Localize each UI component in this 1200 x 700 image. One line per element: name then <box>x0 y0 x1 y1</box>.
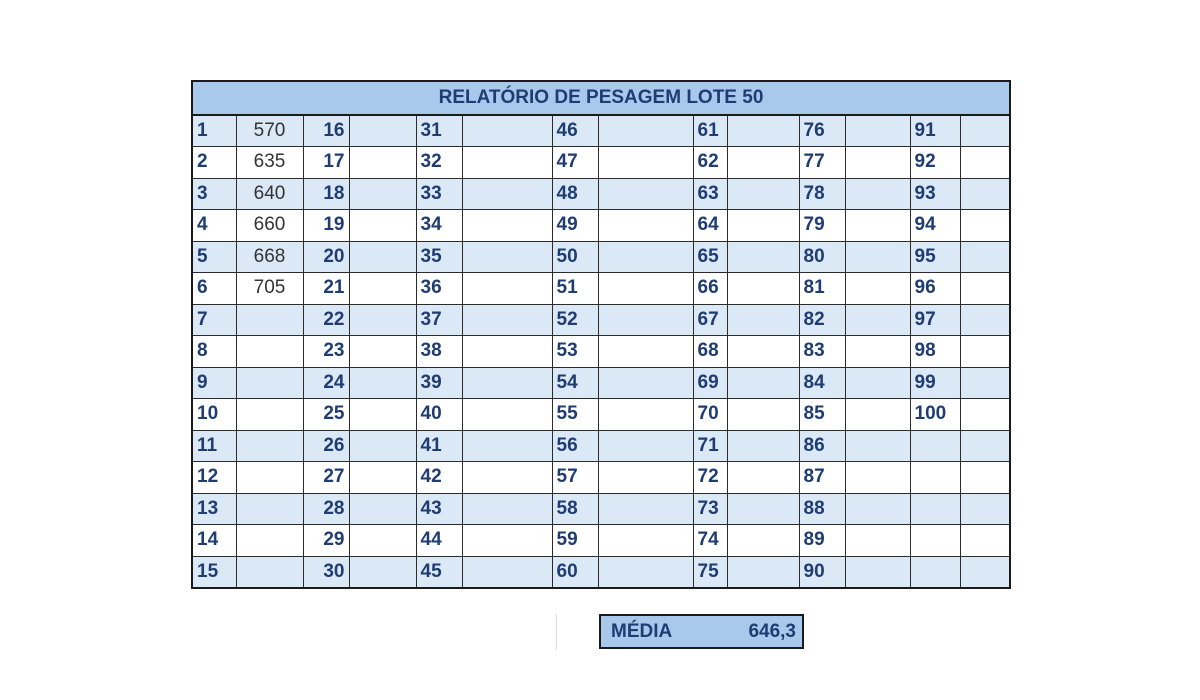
weight-cell[interactable] <box>462 147 552 179</box>
animal-number-cell: 84 <box>799 367 845 399</box>
animal-number-cell: 5 <box>192 241 236 273</box>
weight-cell[interactable] <box>349 241 416 273</box>
weight-cell[interactable] <box>598 556 693 588</box>
animal-number-cell: 61 <box>693 115 727 147</box>
weight-cell[interactable] <box>845 525 910 557</box>
weight-cell[interactable]: 668 <box>236 241 303 273</box>
animal-number-cell: 35 <box>416 241 462 273</box>
weight-cell[interactable] <box>349 399 416 431</box>
animal-number-cell: 30 <box>303 556 349 588</box>
animal-number-cell: 94 <box>910 210 960 242</box>
animal-number-cell: 55 <box>552 399 598 431</box>
average-label: MÉDIA <box>611 620 673 642</box>
animal-number-cell: 33 <box>416 178 462 210</box>
animal-number-cell: 27 <box>303 462 349 494</box>
weight-cell[interactable] <box>960 430 1010 462</box>
table-row <box>192 462 1010 494</box>
animal-number-cell: 7 <box>192 304 236 336</box>
weight-cell[interactable] <box>727 493 799 525</box>
animal-number-cell: 48 <box>552 178 598 210</box>
weight-cell[interactable] <box>236 367 303 399</box>
weight-cell[interactable] <box>462 241 552 273</box>
weight-cell[interactable] <box>349 556 416 588</box>
animal-number-cell: 15 <box>192 556 236 588</box>
weight-cell[interactable] <box>960 210 1010 242</box>
weight-cell[interactable] <box>727 367 799 399</box>
weight-cell[interactable] <box>598 525 693 557</box>
weight-cell[interactable] <box>845 178 910 210</box>
weight-cell[interactable] <box>462 178 552 210</box>
weight-cell[interactable] <box>349 178 416 210</box>
animal-number-cell: 92 <box>910 147 960 179</box>
animal-number-cell: 62 <box>693 147 727 179</box>
table-row <box>192 556 1010 588</box>
animal-number-cell: 68 <box>693 336 727 368</box>
weight-cell[interactable] <box>598 273 693 305</box>
animal-number-cell: 23 <box>303 336 349 368</box>
animal-number-cell: 77 <box>799 147 845 179</box>
animal-number-cell: 26 <box>303 430 349 462</box>
weight-cell[interactable]: 570 <box>236 115 303 147</box>
weight-cell[interactable] <box>960 115 1010 147</box>
table-row <box>192 336 1010 368</box>
weight-cell[interactable] <box>462 304 552 336</box>
weight-cell[interactable] <box>960 147 1010 179</box>
weight-cell[interactable] <box>845 273 910 305</box>
animal-number-cell: 59 <box>552 525 598 557</box>
table-row <box>192 525 1010 557</box>
animal-number-cell: 100 <box>910 399 960 431</box>
animal-number-cell: 13 <box>192 493 236 525</box>
weight-cell[interactable] <box>598 336 693 368</box>
animal-number-cell <box>910 430 960 462</box>
animal-number-cell: 87 <box>799 462 845 494</box>
animal-number-cell: 83 <box>799 336 845 368</box>
table-row <box>192 178 1010 210</box>
weight-cell[interactable] <box>845 336 910 368</box>
animal-number-cell: 4 <box>192 210 236 242</box>
weight-cell[interactable] <box>349 273 416 305</box>
table-row <box>192 493 1010 525</box>
weight-cell[interactable] <box>845 430 910 462</box>
weight-cell[interactable] <box>727 304 799 336</box>
animal-number-cell: 91 <box>910 115 960 147</box>
animal-number-cell: 53 <box>552 336 598 368</box>
animal-number-cell: 74 <box>693 525 727 557</box>
weight-cell[interactable] <box>349 336 416 368</box>
weight-cell[interactable] <box>236 304 303 336</box>
weight-cell[interactable] <box>462 430 552 462</box>
weight-cell[interactable] <box>845 147 910 179</box>
weight-cell[interactable] <box>349 367 416 399</box>
weight-cell[interactable] <box>598 399 693 431</box>
weight-cell[interactable] <box>236 399 303 431</box>
animal-number-cell: 19 <box>303 210 349 242</box>
animal-number-cell: 99 <box>910 367 960 399</box>
table-row <box>192 241 1010 273</box>
animal-number-cell: 52 <box>552 304 598 336</box>
animal-number-cell: 71 <box>693 430 727 462</box>
animal-number-cell: 72 <box>693 462 727 494</box>
animal-number-cell: 86 <box>799 430 845 462</box>
animal-number-cell: 20 <box>303 241 349 273</box>
animal-number-cell: 82 <box>799 304 845 336</box>
weight-cell[interactable] <box>845 115 910 147</box>
animal-number-cell: 70 <box>693 399 727 431</box>
weight-cell[interactable]: 640 <box>236 178 303 210</box>
table-row <box>192 273 1010 305</box>
weight-cell[interactable] <box>598 241 693 273</box>
animal-number-cell: 65 <box>693 241 727 273</box>
weight-cell[interactable] <box>960 556 1010 588</box>
weight-cell[interactable] <box>727 462 799 494</box>
animal-number-cell: 9 <box>192 367 236 399</box>
animal-number-cell <box>910 462 960 494</box>
animal-number-cell: 75 <box>693 556 727 588</box>
animal-number-cell: 22 <box>303 304 349 336</box>
weight-cell[interactable] <box>960 304 1010 336</box>
weight-cell[interactable] <box>236 493 303 525</box>
animal-number-cell: 41 <box>416 430 462 462</box>
animal-number-cell: 56 <box>552 430 598 462</box>
table-row <box>192 147 1010 179</box>
animal-number-cell: 37 <box>416 304 462 336</box>
table-row <box>192 399 1010 431</box>
average-summary <box>599 614 804 649</box>
animal-number-cell: 81 <box>799 273 845 305</box>
weight-cell[interactable] <box>598 430 693 462</box>
animal-number-cell: 36 <box>416 273 462 305</box>
animal-number-cell: 31 <box>416 115 462 147</box>
weight-cell[interactable] <box>598 367 693 399</box>
weight-cell[interactable] <box>960 493 1010 525</box>
animal-number-cell: 18 <box>303 178 349 210</box>
weight-cell[interactable] <box>462 399 552 431</box>
animal-number-cell: 34 <box>416 210 462 242</box>
weight-cell[interactable] <box>727 556 799 588</box>
animal-number-cell: 57 <box>552 462 598 494</box>
animal-number-cell: 73 <box>693 493 727 525</box>
animal-number-cell: 45 <box>416 556 462 588</box>
animal-number-cell <box>910 525 960 557</box>
weight-cell[interactable] <box>845 367 910 399</box>
weight-cell[interactable] <box>598 178 693 210</box>
weight-cell[interactable] <box>598 462 693 494</box>
report-title: RELATÓRIO DE PESAGEM LOTE 50 <box>192 81 1010 115</box>
weight-cell[interactable] <box>349 430 416 462</box>
animal-number-cell: 44 <box>416 525 462 557</box>
animal-number-cell: 67 <box>693 304 727 336</box>
weight-cell[interactable] <box>845 462 910 494</box>
animal-number-cell: 12 <box>192 462 236 494</box>
animal-number-cell: 58 <box>552 493 598 525</box>
animal-number-cell: 11 <box>192 430 236 462</box>
animal-number-cell: 93 <box>910 178 960 210</box>
animal-number-cell: 6 <box>192 273 236 305</box>
animal-number-cell: 51 <box>552 273 598 305</box>
weight-cell[interactable] <box>598 147 693 179</box>
weight-cell[interactable] <box>727 525 799 557</box>
weight-cell[interactable] <box>960 367 1010 399</box>
weight-cell[interactable] <box>349 115 416 147</box>
weight-cell[interactable]: 660 <box>236 210 303 242</box>
weighing-report-table <box>191 80 1011 589</box>
weight-cell[interactable] <box>960 399 1010 431</box>
animal-number-cell: 98 <box>910 336 960 368</box>
weight-cell[interactable] <box>349 304 416 336</box>
weight-cell[interactable] <box>960 273 1010 305</box>
weight-cell[interactable] <box>727 430 799 462</box>
animal-number-cell: 25 <box>303 399 349 431</box>
animal-number-cell: 1 <box>192 115 236 147</box>
weight-cell[interactable] <box>960 525 1010 557</box>
weight-cell[interactable] <box>349 462 416 494</box>
animal-number-cell: 43 <box>416 493 462 525</box>
weight-cell[interactable] <box>462 367 552 399</box>
animal-number-cell: 49 <box>552 210 598 242</box>
animal-number-cell: 90 <box>799 556 845 588</box>
weight-cell[interactable] <box>960 462 1010 494</box>
animal-number-cell: 40 <box>416 399 462 431</box>
animal-number-cell: 21 <box>303 273 349 305</box>
weight-cell[interactable] <box>598 304 693 336</box>
animal-number-cell: 96 <box>910 273 960 305</box>
weight-cell[interactable] <box>462 525 552 557</box>
weight-cell[interactable] <box>845 210 910 242</box>
weight-cell[interactable] <box>845 241 910 273</box>
weight-cell[interactable] <box>462 210 552 242</box>
table-row <box>192 304 1010 336</box>
weight-cell[interactable] <box>349 525 416 557</box>
animal-number-cell: 3 <box>192 178 236 210</box>
table-row <box>192 367 1010 399</box>
weight-cell[interactable] <box>727 115 799 147</box>
weight-cell[interactable] <box>727 241 799 273</box>
weight-cell[interactable] <box>960 336 1010 368</box>
animal-number-cell: 28 <box>303 493 349 525</box>
weight-cell[interactable] <box>598 115 693 147</box>
weight-cell[interactable] <box>960 178 1010 210</box>
weight-cell[interactable] <box>727 178 799 210</box>
weight-cell[interactable]: 705 <box>236 273 303 305</box>
weight-cell[interactable] <box>845 556 910 588</box>
weight-cell[interactable] <box>236 462 303 494</box>
animal-number-cell <box>910 556 960 588</box>
table-row <box>192 210 1010 242</box>
weight-cell[interactable] <box>236 430 303 462</box>
animal-number-cell: 60 <box>552 556 598 588</box>
weight-cell[interactable] <box>236 556 303 588</box>
animal-number-cell: 85 <box>799 399 845 431</box>
animal-number-cell: 47 <box>552 147 598 179</box>
animal-number-cell: 95 <box>910 241 960 273</box>
animal-number-cell: 88 <box>799 493 845 525</box>
weight-cell[interactable] <box>727 147 799 179</box>
weight-cell[interactable] <box>462 462 552 494</box>
animal-number-cell: 24 <box>303 367 349 399</box>
animal-number-cell: 32 <box>416 147 462 179</box>
weight-cell[interactable] <box>727 399 799 431</box>
weight-cell[interactable] <box>598 210 693 242</box>
animal-number-cell: 38 <box>416 336 462 368</box>
weight-cell[interactable] <box>727 273 799 305</box>
animal-number-cell: 54 <box>552 367 598 399</box>
weight-cell[interactable] <box>598 493 693 525</box>
weight-cell[interactable] <box>462 273 552 305</box>
animal-number-cell: 29 <box>303 525 349 557</box>
animal-number-cell: 2 <box>192 147 236 179</box>
animal-number-cell: 76 <box>799 115 845 147</box>
weight-cell[interactable] <box>727 210 799 242</box>
animal-number-cell: 50 <box>552 241 598 273</box>
weight-cell[interactable] <box>727 336 799 368</box>
animal-number-cell: 69 <box>693 367 727 399</box>
table-row <box>192 115 1010 147</box>
animal-number-cell: 97 <box>910 304 960 336</box>
weight-cell[interactable] <box>462 556 552 588</box>
animal-number-cell: 14 <box>192 525 236 557</box>
average-value: 646,3 <box>748 620 796 642</box>
animal-number-cell: 66 <box>693 273 727 305</box>
animal-number-cell: 80 <box>799 241 845 273</box>
weight-cell[interactable] <box>462 115 552 147</box>
weight-cell[interactable] <box>349 493 416 525</box>
table-row <box>192 430 1010 462</box>
weight-cell[interactable] <box>462 493 552 525</box>
animal-number-cell: 89 <box>799 525 845 557</box>
weight-cell[interactable] <box>349 147 416 179</box>
animal-number-cell <box>910 493 960 525</box>
animal-number-cell: 78 <box>799 178 845 210</box>
animal-number-cell: 42 <box>416 462 462 494</box>
weight-cell[interactable] <box>845 493 910 525</box>
animal-number-cell: 39 <box>416 367 462 399</box>
animal-number-cell: 8 <box>192 336 236 368</box>
animal-number-cell: 10 <box>192 399 236 431</box>
weight-cell[interactable] <box>845 399 910 431</box>
weight-cell[interactable] <box>960 241 1010 273</box>
animal-number-cell: 16 <box>303 115 349 147</box>
weight-cell[interactable] <box>236 525 303 557</box>
weight-cell[interactable] <box>462 336 552 368</box>
weight-cell[interactable] <box>349 210 416 242</box>
animal-number-cell: 17 <box>303 147 349 179</box>
animal-number-cell: 46 <box>552 115 598 147</box>
weight-cell[interactable] <box>236 336 303 368</box>
weight-cell[interactable]: 635 <box>236 147 303 179</box>
sheet-gridline <box>556 614 557 650</box>
animal-number-cell: 79 <box>799 210 845 242</box>
weight-cell[interactable] <box>845 304 910 336</box>
animal-number-cell: 64 <box>693 210 727 242</box>
animal-number-cell: 63 <box>693 178 727 210</box>
